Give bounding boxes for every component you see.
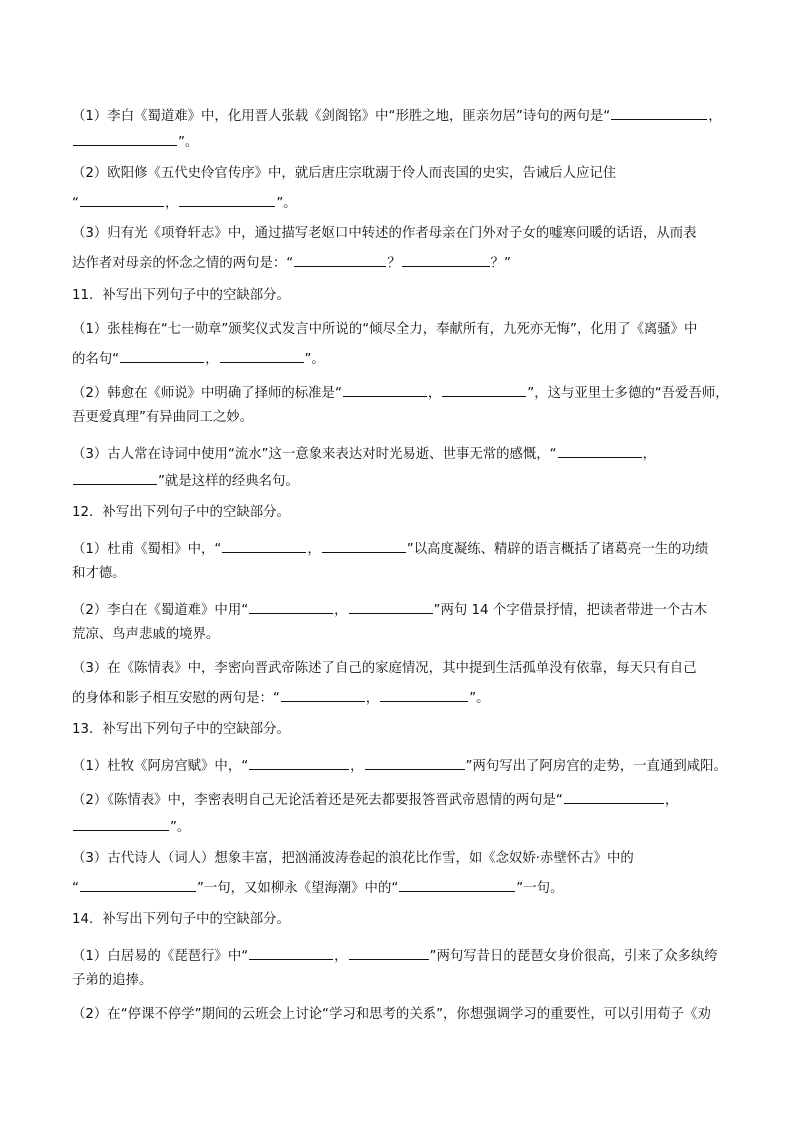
q10-1-line1: （1）李白《蜀道难》中，化用晋人张载《剑阁铭》中“形胜之地，匪亲勿居”诗句的两句是“ ， (72, 106, 722, 125)
answer-blank[interactable] (80, 878, 196, 892)
answer-blank[interactable] (73, 817, 169, 831)
answer-blank[interactable] (343, 383, 427, 397)
q13-2-line1: （2）《陈情表》中，李密表明自己无论活着还是死去都要报答晋武帝恩情的两句是“ ， (72, 790, 678, 809)
section-13-title: 13．补写出下列句子中的空缺部分。 (72, 722, 290, 737)
answer-blank[interactable] (249, 756, 349, 770)
q14-1-line2: 子弟的追捧。 (72, 973, 153, 988)
q11-1-line2: 的名句“ ， ”。 (72, 349, 325, 368)
answer-blank[interactable] (349, 946, 429, 960)
answer-blank[interactable] (564, 790, 664, 804)
answer-blank[interactable] (222, 539, 306, 553)
answer-blank[interactable] (80, 193, 164, 207)
q12-1-line1: （1）杜甫《蜀相》中，“ ， ”以高度凝练、精辟的语言概括了诸葛亮一生的功绩 (72, 539, 708, 558)
answer-blank[interactable] (611, 106, 707, 120)
q11-2-line1: （2）韩愈在《师说》中明确了择师的标准是“ ， ”，这与亚里士多德的“吾爱吾师， (72, 383, 729, 402)
q13-1-line1: （1）杜牧《阿房宫赋》中，“ ， ”两句写出了阿房宫的走势，一直通到咸阳。 (72, 756, 727, 775)
q12-3-line2: 的身体和影子相互安慰的两句是：“ ， ”。 (72, 688, 490, 707)
q14-1-line1: （1）白居易的《琵琶行》中“ ， ”两句写昔日的琵琶女身价很高，引来了众多纨绔 (72, 946, 718, 965)
answer-blank[interactable] (294, 253, 386, 267)
answer-blank[interactable] (249, 600, 333, 614)
section-12-title: 12．补写出下列句子中的空缺部分。 (72, 505, 290, 520)
answer-blank[interactable] (220, 349, 304, 363)
q10-2-line1: （2）欧阳修《五代史伶官传序》中，就后唐庄宗耽溺于伶人而丧国的史实，告诫后人应记住 (72, 166, 617, 181)
answer-blank[interactable] (365, 756, 465, 770)
answer-blank[interactable] (558, 444, 642, 458)
answer-blank[interactable] (281, 688, 365, 702)
q13-3-line2: “ ”一句，又如柳永《望海潮》中的“ ”一句。 (72, 878, 563, 897)
q13-2-line2: ”。 (72, 817, 190, 836)
q13-3-line1: （3）古代诗人（词人）想象丰富，把汹涌波涛卷起的浪花比作雪，如《念奴娇·赤壁怀古》中的 (72, 851, 634, 866)
answer-blank[interactable] (399, 878, 515, 892)
q14-2-line1: （2）在“停课不停学”期间的云班会上讨论“学习和思考的关系”，你想强调学习的重要性，可以引用荀子《劝 (72, 1007, 711, 1022)
answer-blank[interactable] (249, 946, 333, 960)
q10-3-line1: （3）归有光《项脊轩志》中，通过描写老妪口中转述的作者母亲在门外对子女的嘘寒问暖的话语，从而表 (72, 226, 697, 241)
answer-blank[interactable] (73, 132, 177, 146)
q10-1-line2: ”。 (72, 132, 198, 151)
answer-blank[interactable] (322, 539, 406, 553)
answer-blank[interactable] (120, 349, 204, 363)
q12-2-line1: （2）李白在《蜀道难》中用“ ， ”两句 14 个字借景抒情，把读者带进一个古木 (72, 600, 707, 619)
answer-blank[interactable] (442, 383, 526, 397)
q10-2-line2: “ ， ”。 (72, 193, 297, 212)
q12-1-line2: 和才德。 (72, 566, 126, 581)
answer-blank[interactable] (402, 253, 490, 267)
q11-3-line1: （3）古人常在诗词中使用“流水”这一意象来表达对时光易逝、世事无常的感慨，“ ， (72, 444, 656, 463)
q12-3-line1: （3）在《陈情表》中，李密向晋武帝陈述了自己的家庭情况，其中提到生活孤单没有依靠，每天只有自己 (72, 661, 697, 676)
q11-1-line1: （1）张桂梅在“七一勋章”颁奖仪式发言中所说的“倾尽全力，奉献所有，九死亦无悔”，化用了《离骚》中 (72, 322, 698, 337)
answer-blank[interactable] (349, 600, 433, 614)
q12-2-line2: 荒凉、鸟声悲戚的境界。 (72, 627, 220, 642)
answer-blank[interactable] (73, 471, 157, 485)
answer-blank[interactable] (179, 193, 275, 207)
q11-3-line2: ”就是这样的经典名句。 (72, 471, 299, 490)
section-11-title: 11．补写出下列句子中的空缺部分。 (72, 288, 290, 303)
section-14-title: 14．补写出下列句子中的空缺部分。 (72, 912, 290, 927)
q10-3-line2: 达作者对母亲的怀念之情的两句是：“ ？ ？” (72, 253, 511, 272)
q11-2-line2: 吾更爱真理”有异曲同工之妙。 (72, 410, 254, 425)
answer-blank[interactable] (380, 688, 468, 702)
